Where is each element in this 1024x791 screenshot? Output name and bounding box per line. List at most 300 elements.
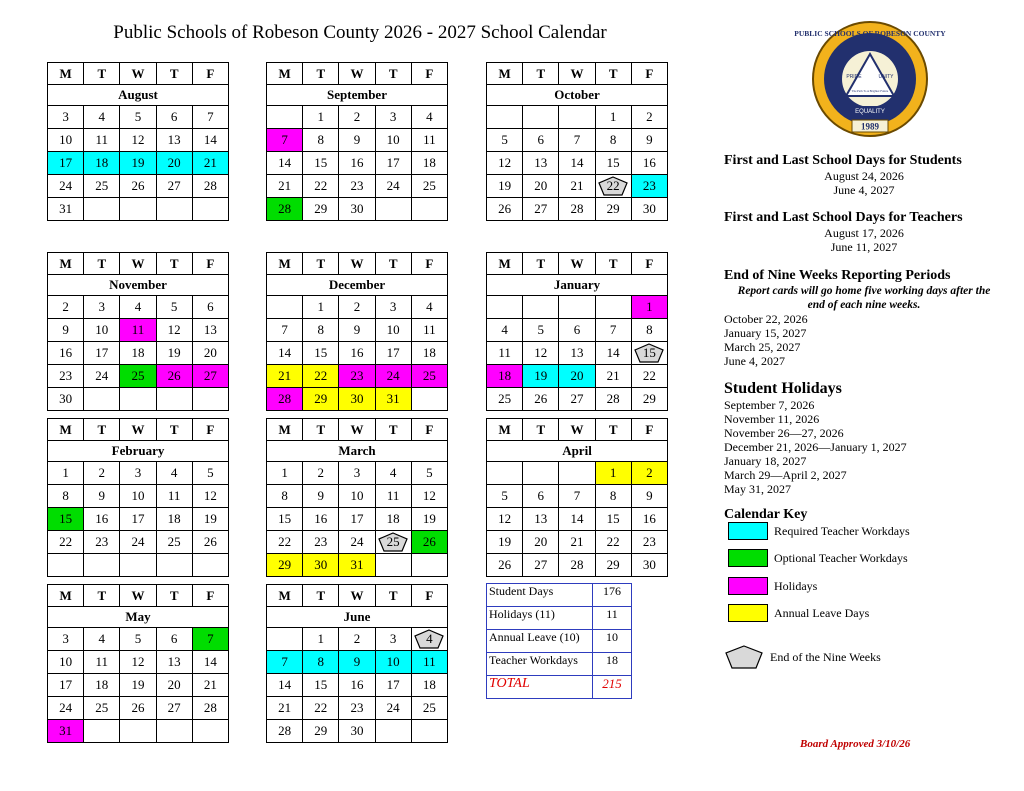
day-cell xyxy=(192,554,228,577)
day-cell xyxy=(523,106,559,129)
day-cell: 22 xyxy=(303,175,339,198)
day-cell: 10 xyxy=(375,651,411,674)
key-label: End of the Nine Weeks xyxy=(770,649,881,664)
day-cell: 15 xyxy=(303,674,339,697)
month-name: August xyxy=(48,85,229,106)
day-cell: 9 xyxy=(631,485,667,508)
day-cell: 24 xyxy=(120,531,156,554)
day-cell xyxy=(84,198,120,221)
day-cell: 25 xyxy=(487,388,523,411)
day-cell: 24 xyxy=(375,697,411,720)
weekday-header: W xyxy=(339,585,375,607)
month-march xyxy=(266,418,448,577)
day-cell: 6 xyxy=(156,106,192,129)
day-cell: 14 xyxy=(192,651,228,674)
day-cell: 4 xyxy=(84,106,120,129)
day-cell: 23 xyxy=(339,697,375,720)
day-cell xyxy=(192,198,228,221)
weekday-header: F xyxy=(631,419,667,441)
weekday-header: W xyxy=(120,585,156,607)
weekday-header: M xyxy=(48,419,84,441)
day-cell xyxy=(411,554,447,577)
day-cell: 4 xyxy=(84,628,120,651)
day-cell: 6 xyxy=(523,485,559,508)
weekday-header: F xyxy=(411,253,447,275)
day-cell: 28 xyxy=(192,697,228,720)
weekday-header: T xyxy=(595,419,631,441)
day-cell: 17 xyxy=(375,342,411,365)
key-label: Required Teacher Workdays xyxy=(774,523,910,538)
day-cell: 31 xyxy=(339,554,375,577)
day-cell: 23 xyxy=(631,531,667,554)
day-cell: 3 xyxy=(120,462,156,485)
day-cell: 29 xyxy=(631,388,667,411)
day-cell: 11 xyxy=(84,129,120,152)
day-cell: 28 xyxy=(595,388,631,411)
weekday-header: M xyxy=(48,253,84,275)
month-april xyxy=(486,418,668,577)
day-cell: 8 xyxy=(303,651,339,674)
day-cell: 4 xyxy=(156,462,192,485)
day-cell: 9 xyxy=(339,129,375,152)
day-cell: 28 xyxy=(267,720,303,743)
weekday-header: M xyxy=(487,419,523,441)
holiday-date: March 29—April 2, 2027 xyxy=(724,468,847,482)
teachers-first-day: August 17, 2026 xyxy=(824,226,904,240)
day-cell xyxy=(411,388,447,411)
day-cell: 6 xyxy=(559,319,595,342)
month-november xyxy=(47,252,229,411)
weekday-header: T xyxy=(303,253,339,275)
day-cell: 25 xyxy=(156,531,192,554)
weekday-header: T xyxy=(84,585,120,607)
day-cell: 5 xyxy=(487,129,523,152)
day-cell: 30 xyxy=(631,554,667,577)
svg-text:1989: 1989 xyxy=(861,121,879,132)
weekday-header: M xyxy=(48,63,84,85)
day-cell: 19 xyxy=(192,508,228,531)
day-cell: 7 xyxy=(267,651,303,674)
day-cell: 24 xyxy=(375,365,411,388)
day-cell: 14 xyxy=(559,152,595,175)
day-cell: 23 xyxy=(339,365,375,388)
day-cell xyxy=(120,198,156,221)
month-name: March xyxy=(267,441,448,462)
weekday-header: T xyxy=(375,585,411,607)
day-cell: 25 xyxy=(84,697,120,720)
day-cell: 18 xyxy=(411,674,447,697)
day-cell: 26 xyxy=(120,697,156,720)
day-cell: 11 xyxy=(411,651,447,674)
summary-label: Student Days xyxy=(487,584,593,607)
day-cell: 17 xyxy=(375,674,411,697)
day-cell: 5 xyxy=(156,296,192,319)
pentagon-icon xyxy=(724,645,764,669)
holidays-heading: Student Holidays xyxy=(724,380,842,397)
day-cell: 29 xyxy=(595,198,631,221)
day-cell: 16 xyxy=(339,342,375,365)
day-cell: 9 xyxy=(631,129,667,152)
svg-text:PRIDE: PRIDE xyxy=(846,74,862,80)
day-cell: 27 xyxy=(523,554,559,577)
day-cell: 13 xyxy=(192,319,228,342)
day-cell xyxy=(156,720,192,743)
day-cell xyxy=(487,296,523,319)
day-cell: 26 xyxy=(192,531,228,554)
day-cell: 5 xyxy=(411,462,447,485)
day-cell: 29 xyxy=(595,554,631,577)
day-cell: 2 xyxy=(339,296,375,319)
day-cell: 14 xyxy=(595,342,631,365)
day-cell: 22 xyxy=(267,531,303,554)
day-cell: 12 xyxy=(411,485,447,508)
day-cell: 2 xyxy=(303,462,339,485)
weekday-header: T xyxy=(523,63,559,85)
day-cell: 29 xyxy=(303,720,339,743)
day-cell: 8 xyxy=(303,319,339,342)
day-cell: 15 xyxy=(595,508,631,531)
day-cell: 7 xyxy=(267,319,303,342)
day-cell: 11 xyxy=(375,485,411,508)
day-cell xyxy=(120,388,156,411)
day-cell: 11 xyxy=(411,129,447,152)
day-cell: 10 xyxy=(84,319,120,342)
day-cell: 22 xyxy=(595,531,631,554)
summary-value: 10 xyxy=(593,630,632,653)
day-cell: 19 xyxy=(487,175,523,198)
students-heading: First and Last School Days for Students xyxy=(724,153,962,168)
day-cell: 25 xyxy=(411,697,447,720)
day-cell: 1 xyxy=(303,296,339,319)
day-cell xyxy=(559,462,595,485)
weekday-header: F xyxy=(411,585,447,607)
day-cell xyxy=(48,554,84,577)
day-cell: 25 xyxy=(411,175,447,198)
day-cell: 7 xyxy=(267,129,303,152)
day-cell: 3 xyxy=(375,628,411,651)
key-item xyxy=(724,645,881,669)
color-swatch xyxy=(728,577,768,595)
day-cell: 3 xyxy=(375,296,411,319)
day-cell: 26 xyxy=(411,531,447,554)
day-cell: 24 xyxy=(339,531,375,554)
day-cell xyxy=(595,296,631,319)
day-cell: 12 xyxy=(156,319,192,342)
day-cell: 18 xyxy=(120,342,156,365)
month-name: November xyxy=(48,275,229,296)
month-name: October xyxy=(487,85,668,106)
day-cell: 24 xyxy=(48,175,84,198)
day-cell: 31 xyxy=(375,388,411,411)
month-name: February xyxy=(48,441,229,462)
weekday-header: M xyxy=(267,63,303,85)
day-cell: 13 xyxy=(559,342,595,365)
day-cell: 5 xyxy=(120,628,156,651)
day-cell: 19 xyxy=(411,508,447,531)
day-cell: 12 xyxy=(487,508,523,531)
weekday-header: F xyxy=(631,253,667,275)
month-october xyxy=(486,62,668,221)
reporting-date: June 4, 2027 xyxy=(724,354,785,368)
day-cell: 30 xyxy=(339,388,375,411)
day-cell: 20 xyxy=(156,152,192,175)
day-cell: 19 xyxy=(156,342,192,365)
teachers-heading: First and Last School Days for Teachers xyxy=(724,210,963,225)
weekday-header: M xyxy=(487,63,523,85)
day-cell: 30 xyxy=(631,198,667,221)
weekday-header: T xyxy=(303,585,339,607)
weekday-header: W xyxy=(120,419,156,441)
day-cell xyxy=(559,106,595,129)
day-cell: 11 xyxy=(487,342,523,365)
day-cell: 6 xyxy=(156,628,192,651)
day-cell: 15 xyxy=(267,508,303,531)
day-cell: 5 xyxy=(523,319,559,342)
day-cell xyxy=(267,628,303,651)
day-cell: 25 xyxy=(120,365,156,388)
key-heading: Calendar Key xyxy=(724,507,808,522)
day-cell: 12 xyxy=(120,651,156,674)
day-cell: 26 xyxy=(487,554,523,577)
day-cell: 25 xyxy=(411,365,447,388)
day-cell: 9 xyxy=(48,319,84,342)
day-cell: 18 xyxy=(411,342,447,365)
day-cell: 27 xyxy=(192,365,228,388)
day-cell xyxy=(156,388,192,411)
day-cell: 20 xyxy=(523,175,559,198)
day-cell xyxy=(156,554,192,577)
weekday-header: W xyxy=(559,253,595,275)
weekday-header: T xyxy=(156,585,192,607)
day-cell: 17 xyxy=(375,152,411,175)
day-cell: 14 xyxy=(267,674,303,697)
day-cell xyxy=(84,388,120,411)
day-cell: 24 xyxy=(48,697,84,720)
day-cell: 19 xyxy=(120,152,156,175)
day-cell xyxy=(192,388,228,411)
weekday-header: T xyxy=(156,63,192,85)
weekday-header: W xyxy=(339,419,375,441)
month-august xyxy=(47,62,229,221)
day-cell: 13 xyxy=(156,651,192,674)
weekday-header: T xyxy=(375,253,411,275)
day-cell: 12 xyxy=(487,152,523,175)
day-cell: 15 xyxy=(631,342,667,365)
day-cell: 2 xyxy=(631,106,667,129)
weekday-header: W xyxy=(120,63,156,85)
day-cell xyxy=(375,720,411,743)
day-cell: 14 xyxy=(267,342,303,365)
day-cell: 5 xyxy=(192,462,228,485)
day-cell: 8 xyxy=(631,319,667,342)
day-cell: 11 xyxy=(84,651,120,674)
summary-label: Teacher Workdays xyxy=(487,653,593,676)
day-cell: 30 xyxy=(48,388,84,411)
day-cell: 20 xyxy=(156,674,192,697)
day-cell: 22 xyxy=(48,531,84,554)
day-cell: 21 xyxy=(267,175,303,198)
day-cell: 15 xyxy=(48,508,84,531)
key-label: Holidays xyxy=(774,578,818,593)
day-cell: 22 xyxy=(595,175,631,198)
day-cell: 9 xyxy=(84,485,120,508)
day-cell: 11 xyxy=(411,319,447,342)
day-cell: 11 xyxy=(156,485,192,508)
key-item xyxy=(724,604,869,622)
day-cell: 3 xyxy=(48,628,84,651)
day-cell: 17 xyxy=(48,152,84,175)
day-cell: 15 xyxy=(303,342,339,365)
day-cell: 7 xyxy=(559,485,595,508)
svg-text:UNITY: UNITY xyxy=(878,74,894,80)
day-cell: 8 xyxy=(303,129,339,152)
day-cell: 18 xyxy=(156,508,192,531)
day-cell: 24 xyxy=(84,365,120,388)
color-swatch xyxy=(728,522,768,540)
day-cell xyxy=(375,198,411,221)
reporting-date: October 22, 2026 xyxy=(724,312,808,326)
weekday-header: F xyxy=(192,253,228,275)
day-cell: 12 xyxy=(523,342,559,365)
day-cell: 3 xyxy=(48,106,84,129)
key-item xyxy=(724,549,908,567)
month-february xyxy=(47,418,229,577)
day-cell: 4 xyxy=(120,296,156,319)
month-name: June xyxy=(267,607,448,628)
svg-text:The Path To A Brighter Future: The Path To A Brighter Future xyxy=(851,89,889,93)
weekday-header: M xyxy=(267,585,303,607)
day-cell: 19 xyxy=(523,365,559,388)
day-cell: 30 xyxy=(339,720,375,743)
day-cell: 28 xyxy=(559,198,595,221)
weekday-header: T xyxy=(156,419,192,441)
day-cell: 22 xyxy=(303,365,339,388)
day-cell: 23 xyxy=(339,175,375,198)
day-cell: 5 xyxy=(120,106,156,129)
day-cell: 16 xyxy=(631,152,667,175)
day-cell: 3 xyxy=(84,296,120,319)
day-cell: 1 xyxy=(303,628,339,651)
day-cell: 29 xyxy=(303,388,339,411)
holiday-date: December 21, 2026—January 1, 2027 xyxy=(724,440,907,454)
day-cell: 18 xyxy=(411,152,447,175)
weekday-header: T xyxy=(84,253,120,275)
day-cell: 27 xyxy=(156,175,192,198)
day-cell: 10 xyxy=(48,651,84,674)
reporting-date: January 15, 2027 xyxy=(724,326,807,340)
day-cell: 30 xyxy=(339,198,375,221)
weekday-header: F xyxy=(192,585,228,607)
weekday-header: T xyxy=(84,63,120,85)
day-cell: 2 xyxy=(339,628,375,651)
page-title: Public Schools of Robeson County 2026 - 2027 School Calendar xyxy=(113,22,607,43)
day-cell: 14 xyxy=(559,508,595,531)
day-cell: 21 xyxy=(559,175,595,198)
day-cell: 16 xyxy=(48,342,84,365)
weekday-header: W xyxy=(339,63,375,85)
day-cell xyxy=(156,198,192,221)
weekday-header: T xyxy=(303,63,339,85)
day-cell: 23 xyxy=(84,531,120,554)
day-cell: 4 xyxy=(411,106,447,129)
weekday-header: T xyxy=(523,419,559,441)
day-cell: 25 xyxy=(84,175,120,198)
key-item xyxy=(724,522,910,540)
day-cell: 8 xyxy=(595,129,631,152)
day-cell: 10 xyxy=(120,485,156,508)
day-cell: 6 xyxy=(192,296,228,319)
summary-value: 11 xyxy=(593,607,632,630)
day-cell: 18 xyxy=(84,152,120,175)
day-cell xyxy=(559,296,595,319)
day-cell: 15 xyxy=(595,152,631,175)
holiday-date: January 18, 2027 xyxy=(724,454,807,468)
month-june xyxy=(266,584,448,743)
weekday-header: F xyxy=(192,63,228,85)
day-cell: 13 xyxy=(523,152,559,175)
day-cell: 2 xyxy=(48,296,84,319)
key-label: Annual Leave Days xyxy=(774,605,870,620)
weekday-header: M xyxy=(487,253,523,275)
reporting-heading: End of Nine Weeks Reporting Periods xyxy=(724,268,951,283)
summary-label: TOTAL xyxy=(487,676,593,699)
month-name: April xyxy=(487,441,668,462)
svg-text:EQUALITY: EQUALITY xyxy=(855,109,885,115)
day-cell xyxy=(120,554,156,577)
day-cell: 3 xyxy=(339,462,375,485)
day-cell xyxy=(487,462,523,485)
day-cell: 31 xyxy=(48,720,84,743)
day-cell: 23 xyxy=(631,175,667,198)
day-cell: 8 xyxy=(267,485,303,508)
board-approved-note: Board Approved 3/10/26 xyxy=(800,738,911,750)
day-cell: 1 xyxy=(595,106,631,129)
month-name: December xyxy=(267,275,448,296)
day-cell: 4 xyxy=(411,628,447,651)
day-cell: 28 xyxy=(267,198,303,221)
day-cell: 28 xyxy=(559,554,595,577)
day-cell: 19 xyxy=(120,674,156,697)
day-cell: 1 xyxy=(303,106,339,129)
day-cell: 9 xyxy=(339,651,375,674)
holiday-date: November 26—27, 2026 xyxy=(724,426,844,440)
summary-value: 215 xyxy=(593,676,632,699)
day-cell: 21 xyxy=(192,674,228,697)
day-cell xyxy=(84,720,120,743)
day-cell: 10 xyxy=(375,129,411,152)
weekday-header: F xyxy=(411,63,447,85)
day-cell: 9 xyxy=(339,319,375,342)
day-cell: 13 xyxy=(156,129,192,152)
day-cell: 20 xyxy=(192,342,228,365)
day-cell: 16 xyxy=(339,674,375,697)
day-cell: 10 xyxy=(339,485,375,508)
day-cell: 25 xyxy=(375,531,411,554)
day-cell: 29 xyxy=(267,554,303,577)
day-cell: 1 xyxy=(48,462,84,485)
weekday-header: T xyxy=(375,419,411,441)
month-december xyxy=(266,252,448,411)
color-swatch xyxy=(728,549,768,567)
day-cell: 18 xyxy=(84,674,120,697)
day-cell xyxy=(120,720,156,743)
reporting-note: Report cards will go home five working days after the end of each nine weeks. xyxy=(737,285,991,311)
day-cell: 1 xyxy=(595,462,631,485)
day-cell: 16 xyxy=(303,508,339,531)
weekday-header: M xyxy=(48,585,84,607)
day-cell: 28 xyxy=(192,175,228,198)
day-cell: 2 xyxy=(84,462,120,485)
